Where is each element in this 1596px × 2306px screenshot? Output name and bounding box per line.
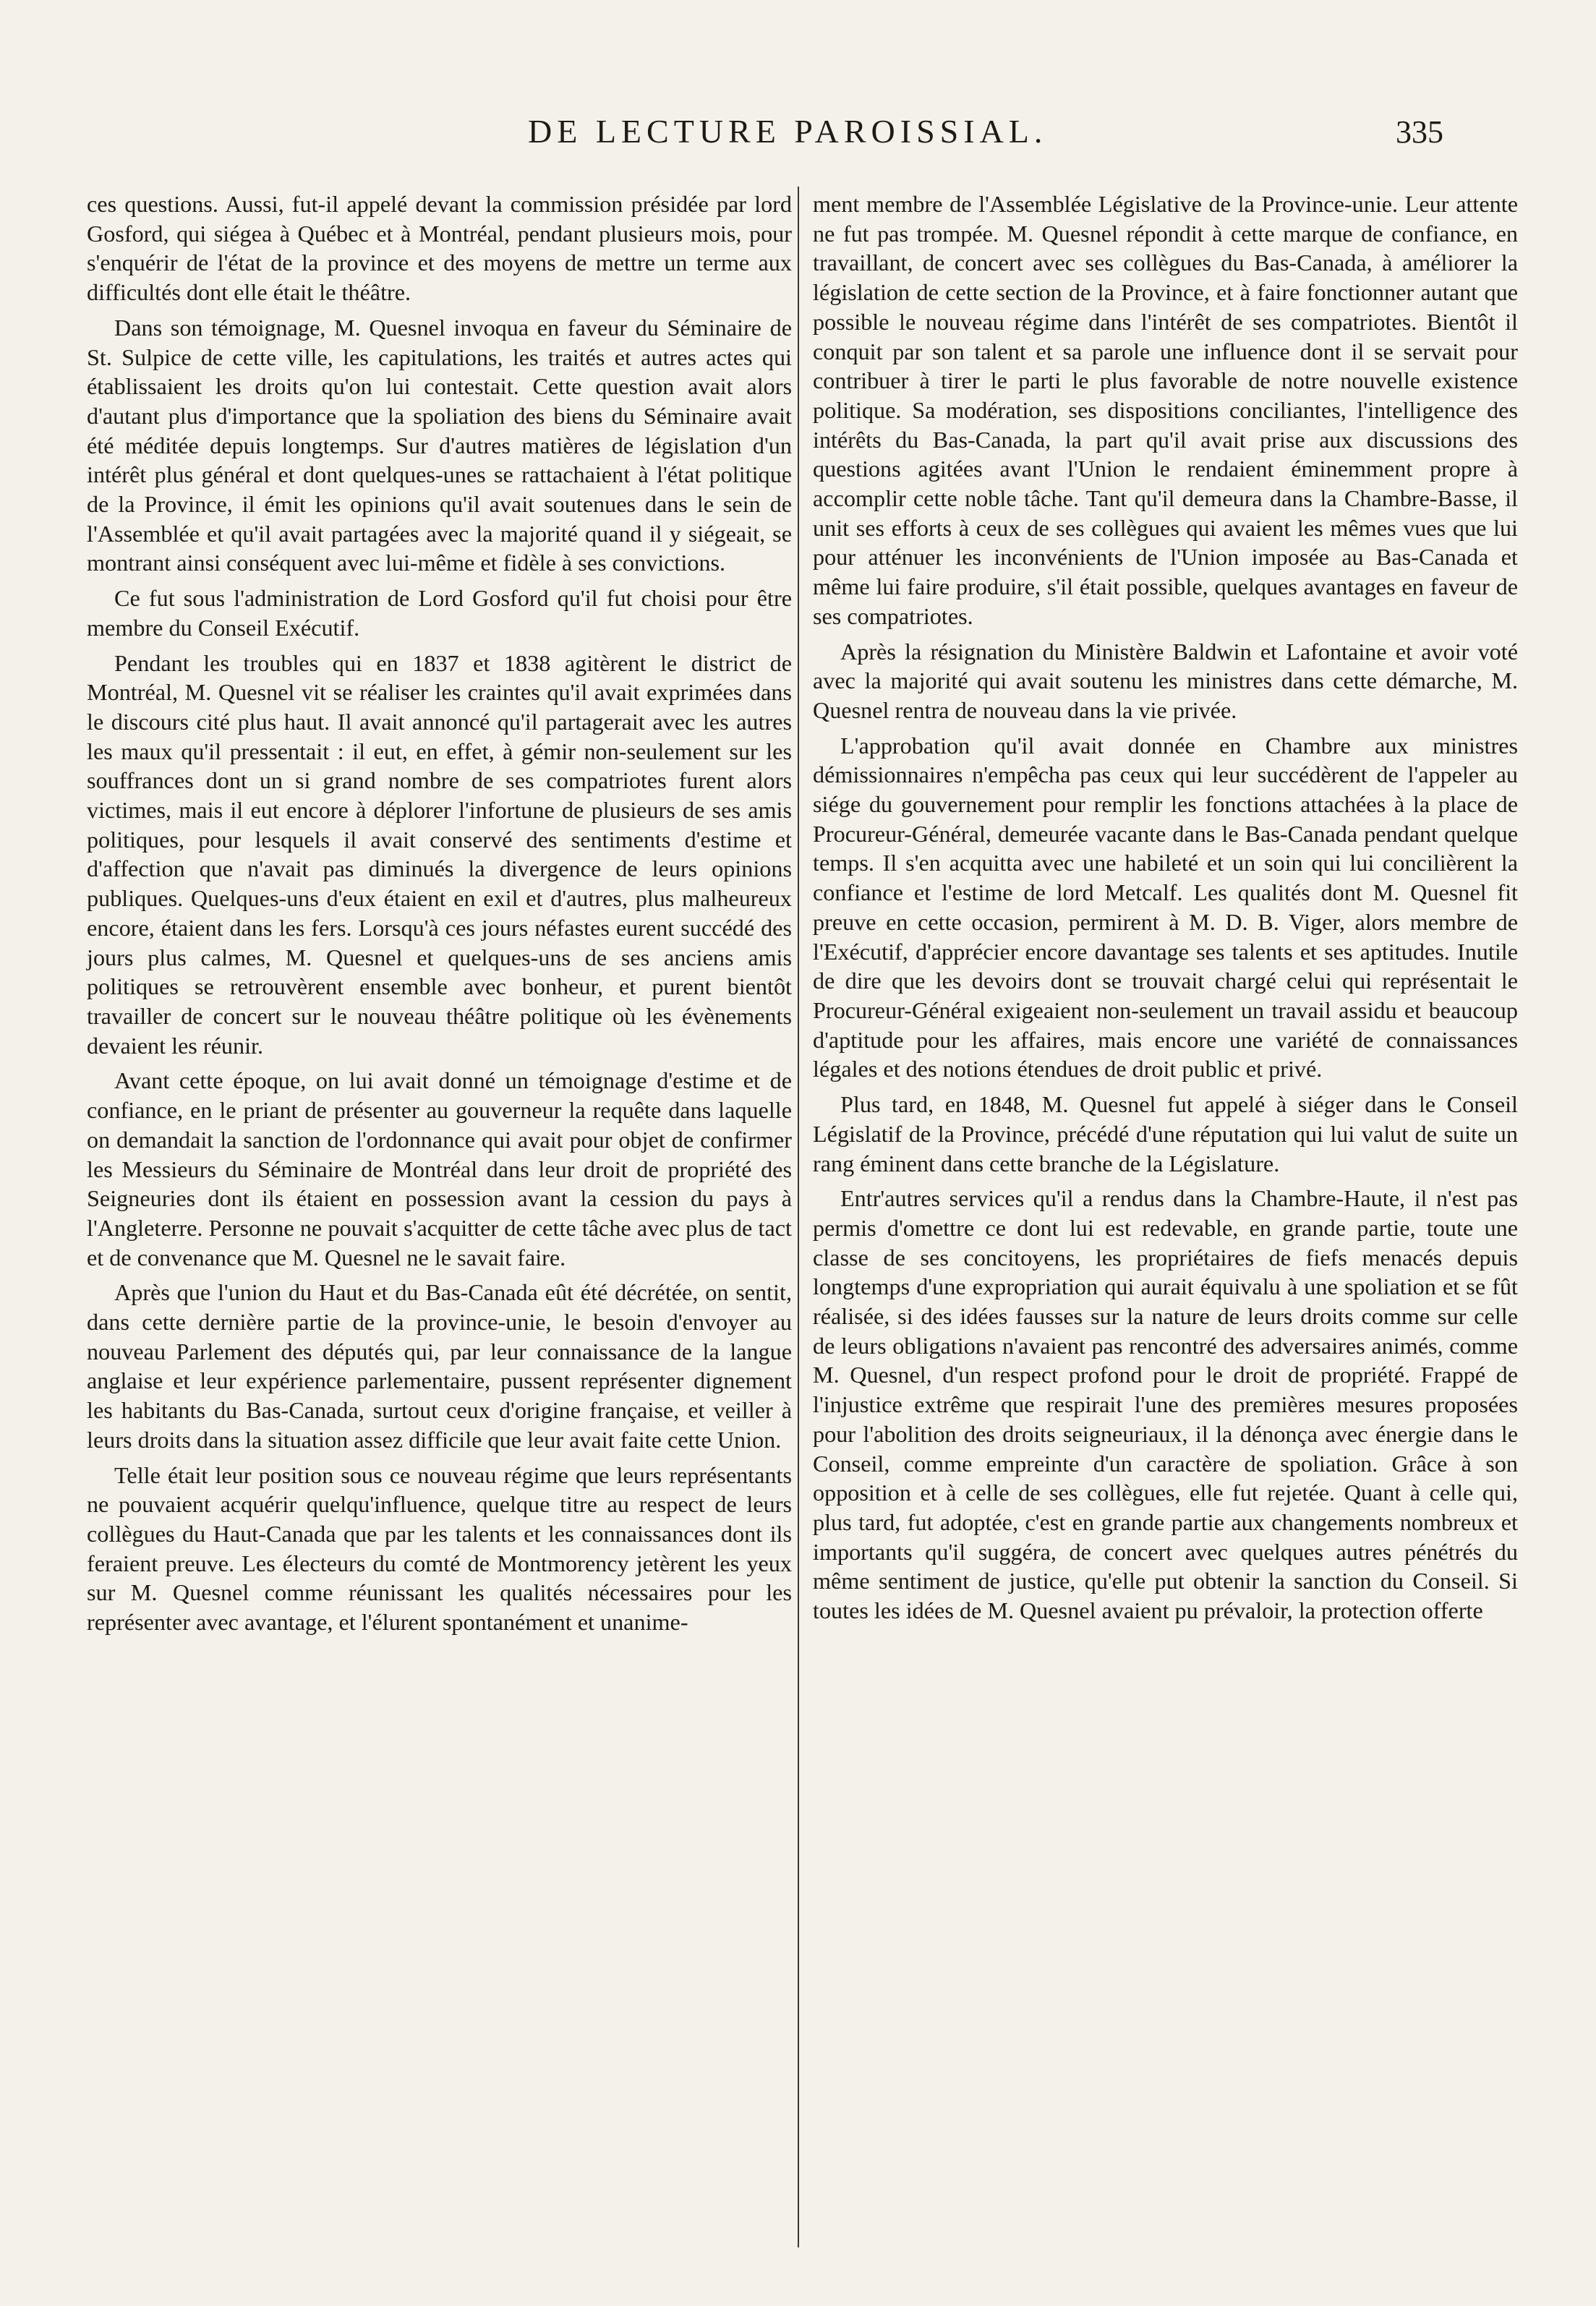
paragraph: Entr'autres services qu'il a rendus dans la Chambre-Haute, il n'est pas permis d'omettre ce dont lui est redevable, en grande partie, toute une classe de ses concitoyens, les propriétaires de fiefs menacés depuis longtemps d'une expropriation qui aurait équivalu à une spoliation et se fût réalisée, si des idées fausses sur la nature de leurs droits comme sur celle de leurs obligations n'avaient pas rencontré des adversaires animés, comme M. Quesnel, d'un respect profond pour le droit de propriété. Frappé de l'injustice extrême que respirait l'une des premières mesures proposées pour l'abolition des droits seigneuriaux, il la dénonça avec énergie dans le Conseil, comme empreinte d'un caractère de spoliation. Grâce à son opposition et à celle de ses collègues, elle fut rejetée. Quant à celle qui, plus tard, fut adoptée, c'est en grande partie aux changements nombreux et importants qu'il suggéra, de concert avec quelques autres pénétrés du même sentiment de justice, qu'elle put obtenir la sanction du Conseil. Si toutes les idées de M. Quesnel avaient pu prévaloir, la protection offerte [813, 1185, 1518, 1624]
page-number: 335 [1396, 114, 1443, 150]
column-divider [798, 187, 799, 2247]
paragraph: Après la résignation du Ministère Baldwin et Lafontaine et avoir voté avec la majorité qui avait soutenu les ministres dans cette démarche, M. Quesnel rentra de nouveau dans la vie privée. [813, 638, 1518, 723]
paragraph: Plus tard, en 1848, M. Quesnel fut appelé à siéger dans le Conseil Législatif de la Province, précédé d'une réputation qui lui valut de suite un rang éminent dans cette branche de la Législature. [813, 1091, 1518, 1177]
paragraph: ment membre de l'Assemblée Législative de la Province-unie. Leur attente ne fut pas trompée. M. Quesnel répondit à cette marque de confiance, en travaillant, de concert avec ses collègues du Bas-Canada, à améliorer la législation de cette section de la Province, et à faire fonctionner autant que possible le nouveau régime dans l'intérêt de ses compatriotes. Bientôt il conquit par son talent et sa parole une influence dont il se servait pour contribuer à tirer le parti le plus favorable de notre nouvelle existence politique. Sa modération, ses dispositions conciliantes, l'intelligence des intérêts du Bas-Canada, la part qu'il avait prise aux discussions des questions agitées avant l'Union le rendaient éminemment propre à accomplir cette noble tâche. Tant qu'il demeura dans la Chambre-Basse, il unit ses efforts à ceux de ses collègues qui avaient les mêmes vues que lui pour atténuer les inconvénients de l'Union imposée au Bas-Canada et même lui faire produire, s'il était possible, quelques avantages en faveur de ses compatriotes. [813, 191, 1518, 629]
right-column [813, 189, 1518, 1631]
running-head [0, 112, 1596, 163]
paragraph: Avant cette époque, on lui avait donné un témoignage d'estime et de confiance, en le priant de présenter au gouverneur la requête dans laquelle on demandait la sanction de l'ordonnance qui avait pour objet de confirmer les Messieurs du Séminaire de Montréal dans leur droit de propriété des Seigneuries dont ils étaient en possession avant la cession du pays à l'Angleterre. Personne ne pouvait s'acquitter de cette tâche avec plus de tact et de convenance que M. Quesnel ne le savait faire. [87, 1067, 792, 1271]
paragraph: Telle était leur position sous ce nouveau régime que leurs représentants ne pouvaient acquérir quelqu'influence, quelque titre au respect de leurs collègues du Haut-Canada que par les talents et les connaissances dont ils feraient preuve. Les électeurs du comté de Montmorency jetèrent les yeux sur M. Quesnel comme réunissant les qualités nécessaires pour les représenter avec avantage, et l'élurent spontanément et unanime- [87, 1461, 792, 1636]
left-column [87, 189, 792, 1643]
paragraph: Après que l'union du Haut et du Bas-Canada eût été décrétée, on sentit, dans cette dernière partie de la province-unie, le besoin d'envoyer au nouveau Parlement des députés qui, par leur connaissance de la langue anglaise et leur expérience parlementaire, pussent représenter dignement les habitants du Bas-Canada, surtout ceux d'origine française, et veiller à leurs droits dans la situation assez difficile que leur avait faite cette Union. [87, 1279, 792, 1453]
paragraph: Ce fut sous l'administration de Lord Gosford qu'il fut choisi pour être membre du Conseil Exécutif. [87, 585, 792, 641]
running-title: DE LECTURE PAROISSIAL. [528, 113, 1048, 150]
paragraph: Dans son témoignage, M. Quesnel invoqua en faveur du Séminaire de St. Sulpice de cette ville, les capitulations, les traités et autres actes qui établissaient les droits qu'on lui contestait. Cette question avait alors d'autant plus d'importance que la spoliation des biens du Séminaire avait été méditée depuis longtemps. Sur d'autres matières de législation d'un intérêt plus général et dont quelques-unes se rattachaient à l'état politique de la Province, il émit les opinions qu'il avait soutenues dans le sein de l'Assemblée et qu'il avait partagées avec la majorité quand il y siégeait, se montrant ainsi conséquent avec lui-même et fidèle à ses convictions. [87, 314, 792, 576]
paragraph: ces questions. Aussi, fut-il appelé devant la commission présidée par lord Gosford, qui siégea à Québec et à Montréal, pendant plusieurs mois, pour s'enquérir de l'état de la province et des moyens de mettre un terme aux difficultés dont elle était le théâtre. [87, 191, 792, 306]
paragraph: L'approbation qu'il avait donnée en Chambre aux ministres démissionnaires n'empêcha pas ceux qui leur succédèrent de l'appeler au siége du gouvernement pour remplir les fonctions attachées à la place de Procureur-Général, demeurée vacante dans le Bas-Canada pendant quelque temps. Il s'en acquitta avec une habileté et un soin qui lui concilièrent la confiance et l'estime de lord Metcalf. Les qualités dont M. Quesnel fit preuve en cette occasion, permirent à M. D. B. Viger, alors membre de l'Exécutif, d'apprécier encore davantage ses talents et ses aptitudes. Inutile de dire que les devoirs dont se trouvait chargé celui qui représentait le Procureur-Général exigeaient non-seulement un travail assidu et beaucoup d'aptitude pour les affaires, mais encore une variété de connaissances légales et des notions étendues de droit public et privé. [813, 732, 1518, 1082]
paragraph: Pendant les troubles qui en 1837 et 1838 agitèrent le district de Montréal, M. Quesnel vit se réaliser les craintes qu'il avait exprimées dans le discours cité plus haut. Il avait annoncé qu'il partagerait avec les autres les maux qu'il pressentait : il eut, en effet, à gémir non-seulement sur les souffrances dont un si grand nombre de ses compatriotes furent alors victimes, mais il eut encore à déplorer l'infortune de plusieurs de ses amis politiques, pour lesquels il avait conservé des sentiments d'estime et d'affection que n'avait pas diminués la divergence de leurs opinions publiques. Quelques-uns d'eux étaient en exil et d'autres, plus malheureux encore, étaient dans les fers. Lorsqu'à ces jours néfastes eurent succédé des jours plus calmes, M. Quesnel et quelques-uns de ses anciens amis politiques se retrouvèrent ensemble avec bonheur, et purent bientôt travailler de concert sur le nouveau théâtre politique où les évènements devaient les réunir. [87, 649, 792, 1059]
